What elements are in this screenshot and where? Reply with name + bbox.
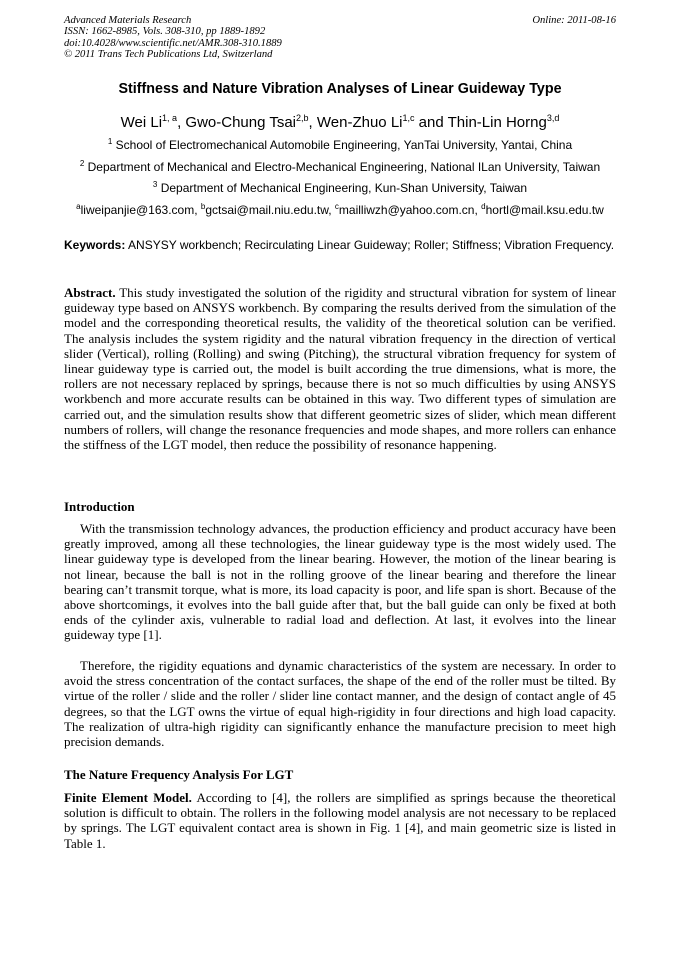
fem-label: Finite Element Model.: [64, 790, 192, 805]
author-name: Wei Li: [120, 114, 163, 131]
paper-title: Stiffness and Nature Vibration Analyses of Linear Guideway Type: [118, 81, 562, 97]
doi-line[interactable]: doi:10.4028/www.scientific.net/AMR.308-310.1889: [64, 37, 282, 49]
email-address[interactable]: mailliwzh@yahoo.com.cn,: [338, 203, 482, 217]
email-address[interactable]: liweipanjie@163.com,: [80, 203, 201, 217]
introduction-paragraph: With the transmission technology advances, the production efficiency and product accuracy have been greatly improved, among all these technologies, the linear guideway type is the most widely used. The linear guideway type is developed from the linear bearing. However, the motion of the linear bearing is not linear, because the ball is not in the rolling groove of the linear bearing and therefore the linear bearing can’t transmit torque, what is more, its load capacity is poor, and life span is short. Because of the above shortcomings, it evolves into the ball guide after that, but the ball guide can only be fixed at both ends of the cylinder axis, vulnerable to radial load and deflection. At last, it evolves into the linear guideway type [1].: [64, 521, 616, 643]
affiliation-mark: 3: [152, 180, 158, 189]
author-separator: and: [414, 114, 448, 131]
introduction-heading: Introduction: [64, 499, 135, 514]
email-mark: a: [76, 202, 81, 211]
fem-paragraph: [64, 790, 616, 851]
keywords-label: Keywords:: [64, 238, 126, 252]
author-affil-mark: 3,d: [546, 113, 560, 123]
email-address[interactable]: hortl@mail.ksu.edu.tw: [485, 203, 604, 217]
affiliation-mark: 2: [79, 159, 85, 168]
fem-text: According to [4], the rollers are simplified as springs because the theoretical solution is difficult to obtain. The rollers in the following model analysis are not necessary to be replaced by springs. The LGT equivalent contact area is shown in Fig. 1 [4], and main geometric size is listed in Table 1.: [64, 790, 616, 851]
keywords-text: ANSYSY workbench; Recirculating Linear Guideway; Roller; Stiffness; Vibration Frequency.: [125, 238, 615, 252]
affiliation-text: Department of Mechanical Engineering, Kun-Shan University, Taiwan: [160, 181, 528, 195]
author-affil-mark: 1, a: [162, 113, 178, 123]
author-affil-mark: 1,c: [402, 113, 415, 123]
section-heading: The Nature Frequency Analysis For LGT: [64, 767, 294, 782]
author-name: Wen-Zhuo Li: [316, 114, 403, 131]
journal-header: [64, 15, 616, 61]
issn-line: ISSN: 1662-8985, Vols. 308-310, pp 1889-1892: [64, 26, 266, 38]
abstract: [64, 285, 616, 452]
email-mark: c: [334, 202, 339, 211]
email-address[interactable]: gctsai@mail.niu.edu.tw,: [205, 203, 335, 217]
author-separator: ,: [177, 114, 186, 131]
affiliation-text: School of Electromechanical Automobile Engineering, YanTai University, Yantai, China: [115, 138, 573, 152]
author-name: Thin-Lin Horng: [447, 114, 547, 131]
affiliation-text: Department of Mechanical and Electro-Mechanical Engineering, National ILan University, Taiwan: [87, 160, 601, 174]
abstract-label: Abstract.: [64, 285, 116, 300]
online-date: Online: 2011-08-16: [532, 15, 616, 26]
author-list: [64, 114, 616, 131]
affiliation: [64, 160, 616, 174]
affiliation: [64, 138, 616, 152]
email-list: [64, 203, 616, 217]
author-separator: ,: [308, 114, 317, 131]
author-name: Gwo-Chung Tsai: [185, 114, 297, 131]
copyright-line: © 2011 Trans Tech Publications Ltd, Switzerland: [64, 49, 273, 61]
keywords: [64, 238, 616, 253]
introduction-paragraph: Therefore, the rigidity equations and dynamic characteristics of the system are necessary. In order to avoid the stress concentration of the contact surfaces, the shape of the end of the roller must be tilted. By virtue of the roller / slide and the roller / slider line contact manner, and the design of contact angle of 45 degrees, so that the LGT owns the virtue of equal high-rigidity in four directions and high load capacity. The realization of ultra-high rigidity can significantly enhance the manufacture precision to meet high precision demands.: [64, 658, 616, 750]
email-mark: b: [200, 202, 206, 211]
journal-name: Advanced Materials Research: [64, 15, 192, 26]
author-affil-mark: 2,b: [296, 113, 309, 123]
affiliation: [64, 181, 616, 195]
affiliation-mark: 1: [107, 137, 113, 146]
abstract-text: This study investigated the solution of the rigidity and structural vibration for system of linear guideway type based on ANSYS workbench. By comparing the results derived from the simulation of the model and the corresponding theoretical results, the validity of the theoretical solution can be verified. The analysis includes the system rigidity and the natural vibration frequency in the direction of vertical slider (Vertical), rolling (Rolling) and swing (Pitching), the structural vibration frequency for system of linear guideway type is carried out, the model is built according the true dimensions, what is more, the rollers are not necessary replaced by springs, because there is not so much difficulties by using ANSYS workbench and more accurate results can be obtained in this way. Two different types of simulation are carried out, and the simulation results show that different geometric sizes of slider, which mean different numbers of rollers, will change the resonance frequencies and mode shapes, and more rollers can enhance the stiffness of the LGT model, then reduce the possibility of resonance happening.: [64, 285, 616, 453]
email-mark: d: [481, 202, 486, 211]
